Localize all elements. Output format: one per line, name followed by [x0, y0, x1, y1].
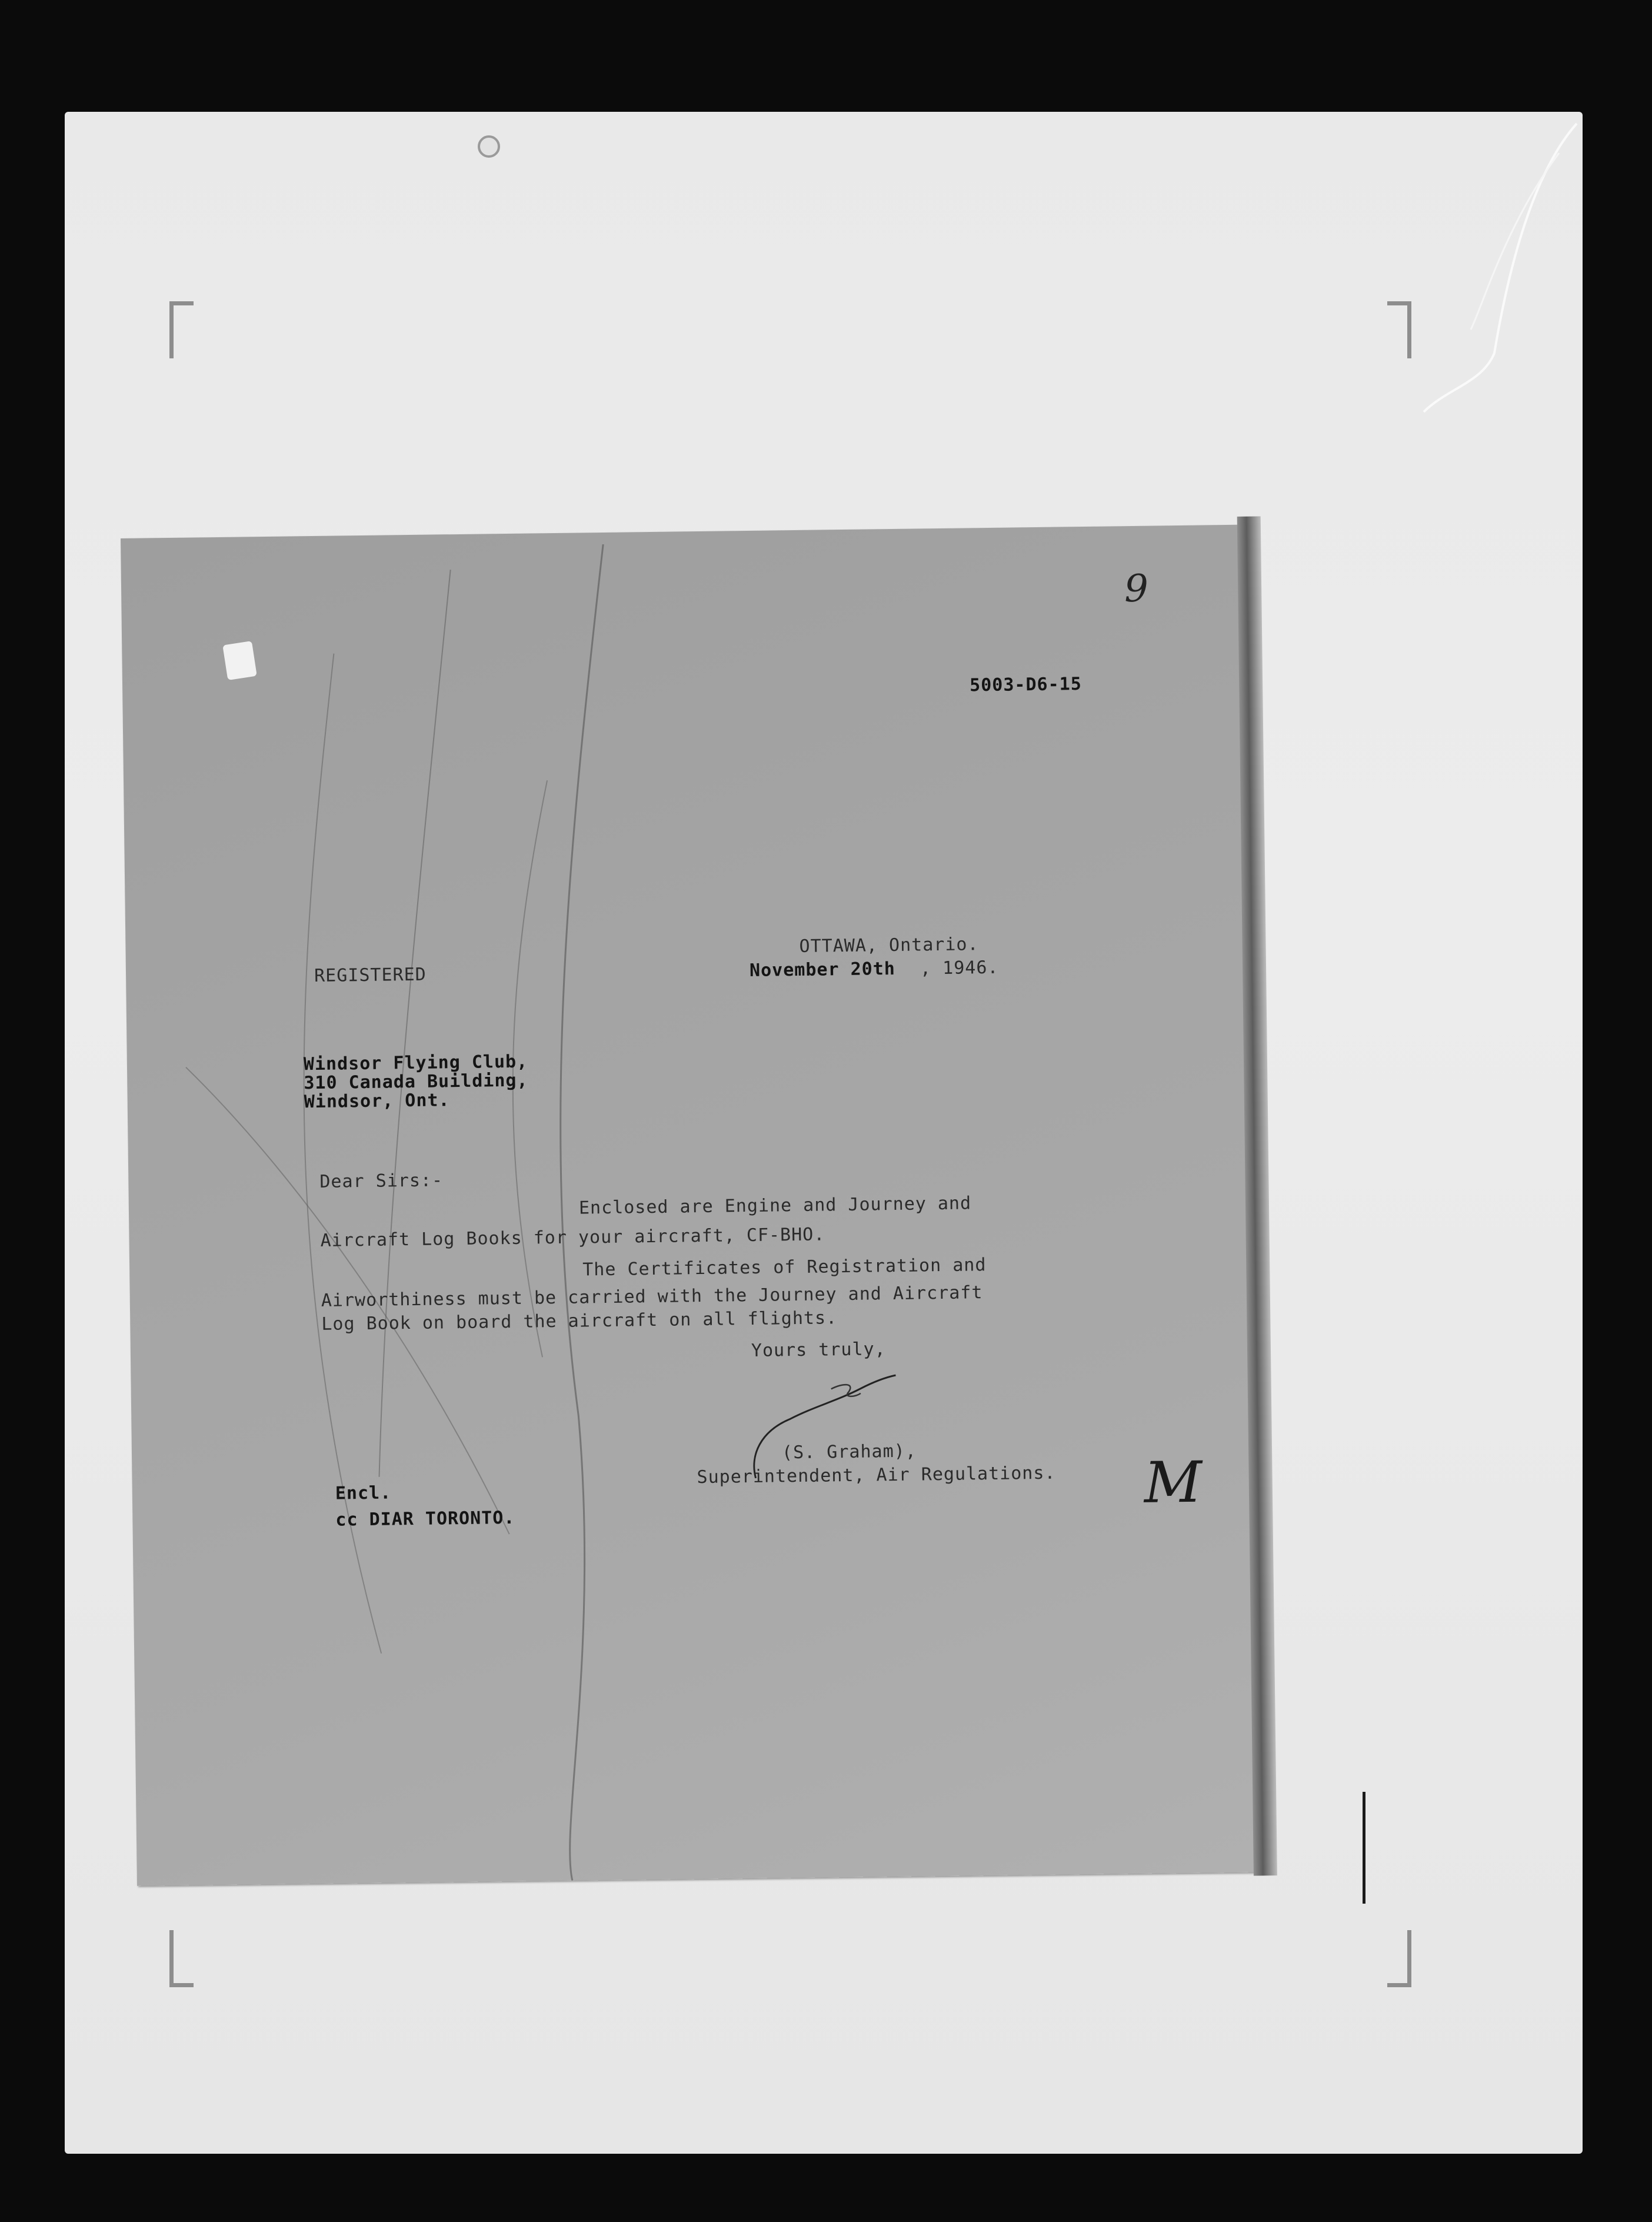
- closing: Yours truly,: [751, 1339, 886, 1362]
- registered-label: REGISTERED: [314, 964, 427, 987]
- salutation: Dear Sirs:-: [319, 1170, 444, 1192]
- body-line: Airworthiness must be carried with the Journey and Aircraft: [321, 1282, 983, 1311]
- date-year: , 1946.: [920, 957, 999, 979]
- body-line: Log Book on board the aircraft on all flights.: [321, 1308, 838, 1335]
- signatory-title: Superintendent, Air Regulations.: [697, 1462, 1056, 1488]
- address-line: Windsor, Ont.: [304, 1090, 450, 1113]
- body-line: The Certificates of Registration and: [582, 1255, 987, 1280]
- address-line: Windsor Flying Club,: [303, 1051, 528, 1075]
- place-line: OTTAWA, Ontario.: [799, 934, 979, 957]
- letter-sheet: [121, 524, 1273, 1885]
- cc-line: cc DIAR TORONTO.: [335, 1507, 515, 1531]
- signatory-name: (S. Graham),: [781, 1441, 917, 1463]
- address-line: 310 Canada Building,: [304, 1070, 528, 1094]
- handwritten-initial: M: [1144, 1449, 1203, 1516]
- file-number: 5003-D6-15: [969, 674, 1082, 696]
- body-line: Enclosed are Engine and Journey and: [578, 1193, 972, 1219]
- date-month-day: November 20th: [749, 958, 896, 981]
- page-number: 9: [1124, 567, 1149, 611]
- enclosure-note: Encl.: [335, 1482, 392, 1504]
- body-line: Aircraft Log Books for your aircraft, CF-BHO.: [320, 1224, 825, 1251]
